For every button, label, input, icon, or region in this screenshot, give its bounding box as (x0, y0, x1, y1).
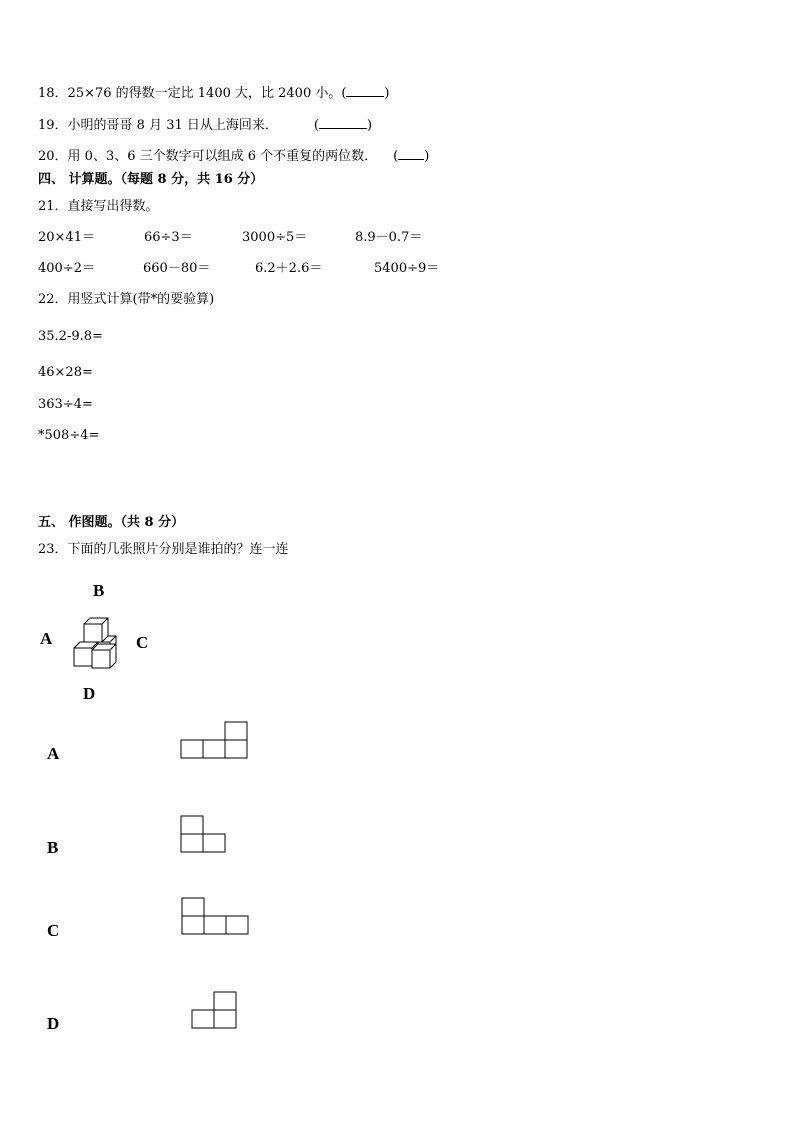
question-20: 20．用 0、3、6 三个数字可以组成 6 个不重复的两位数． ( ) (38, 149, 430, 164)
answer-blank-20[interactable] (398, 147, 424, 160)
vertical-calc-item: 363÷4= (38, 397, 93, 412)
cube-stack-figure (68, 612, 128, 672)
oral-calc-item: 8.9－0.7＝ (355, 230, 423, 245)
oral-calc-item: 6.2＋2.6＝ (255, 261, 323, 276)
answer-blank-19[interactable] (319, 116, 367, 129)
viewpoint-label-c: C (136, 633, 149, 652)
question-19: 19．小明的哥哥 8 月 31 日从上海回来． ( ) (38, 118, 373, 133)
vertical-calc-item: 46×28= (38, 365, 93, 380)
question-18-text: 18．25×76 的得数一定比 1400 大，比 2400 小。( (38, 86, 347, 101)
question-19-text: 19．小明的哥哥 8 月 31 日从上海回来． (38, 118, 278, 133)
answer-blank-18[interactable] (346, 84, 384, 97)
vertical-calc-item: 35.2-9.8= (38, 329, 103, 344)
oral-calc-item: 66÷3＝ (144, 230, 193, 245)
question-20-text: 20．用 0、3、6 三个数字可以组成 6 个不重复的两位数． (38, 149, 378, 164)
oral-calc-item: 400÷2＝ (38, 261, 95, 276)
view-photo-d (191, 990, 241, 1030)
question-23-title: 23．下面的几张照片分别是谁拍的？连一连 (38, 542, 289, 557)
view-photo-c (181, 896, 253, 936)
question-21-title: 21．直接写出得数。 (38, 199, 159, 214)
viewpoint-label-a: A (40, 629, 53, 648)
photo-label-d: D (47, 1014, 60, 1033)
question-18: 18．25×76 的得数一定比 1400 大，比 2400 小。( ) (38, 86, 390, 101)
section-4-title: 四、 计算题。（每题 8 分，共 16 分） (38, 172, 264, 187)
view-photo-a (180, 720, 250, 760)
viewpoint-label-b: B (93, 581, 105, 600)
section-5-title: 五、 作图题。（共 8 分） (38, 515, 185, 530)
photo-label-a: A (47, 744, 60, 763)
oral-calc-item: 20×41＝ (38, 230, 95, 245)
oral-calc-item: 3000÷5＝ (242, 230, 308, 245)
view-photo-b (180, 814, 230, 854)
oral-calc-item: 5400÷9＝ (374, 261, 440, 276)
photo-label-b: B (47, 838, 59, 857)
viewpoint-label-d: D (83, 684, 96, 703)
oral-calc-item: 660－80＝ (143, 261, 211, 276)
question-22-title: 22．用竖式计算(带*的要验算) (38, 292, 215, 307)
photo-label-c: C (47, 921, 60, 940)
vertical-calc-item: *508÷4= (38, 428, 100, 443)
